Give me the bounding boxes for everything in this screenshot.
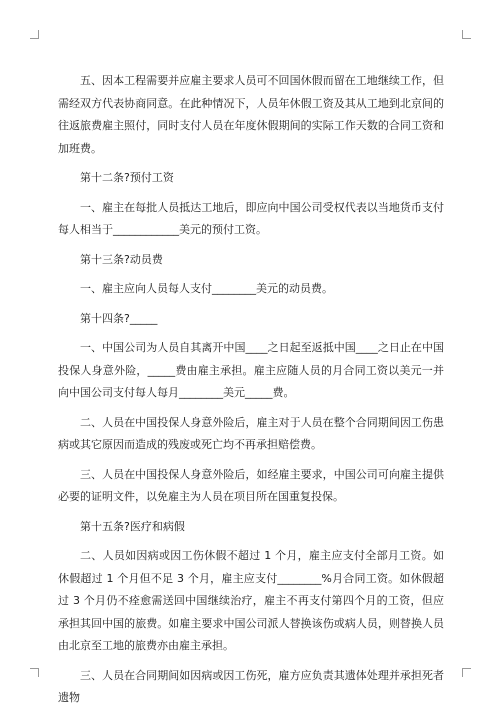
crop-mark-bottom-right bbox=[462, 668, 471, 677]
heading-article-14: 第十四条?_____ bbox=[80, 311, 158, 325]
document-body bbox=[58, 70, 444, 717]
paragraph-death: 三、人员在合同期间如因病或因工伤死，雇方应负责其遗体处理并承担死者遗物 bbox=[58, 668, 444, 704]
heading-article-12: 第十二条?预付工资 bbox=[80, 171, 174, 184]
paragraph-insurance-1: 一、中国公司为人员自其离开中国____之日起至返抵中国____之日止在中国投保人身意外险，_____费由雇主承担。雇主应随人员的月合同工资以美元一并向中国公司支付每人每月________美元_____费。 bbox=[58, 341, 444, 399]
paragraph-insurance-3: 三、人员在中国投保人身意外险后，如经雇主要求，中国公司可向雇主提供必要的证明文件，以免雇主为人员在项目所在国重复投保。 bbox=[58, 467, 444, 503]
paragraph-advance-wage: 一、雇主在每批人员抵达工地后，即应向中国公司受权代表以当地货币支付每人相当于____________美元的预付工资。 bbox=[58, 200, 444, 236]
paragraph-insurance-2: 二、人员在中国投保人身意外险后，雇主对于人员在整个合同期间因工伤患病或其它原因而造成的残废或死亡均不再承担赔偿费。 bbox=[58, 415, 444, 451]
paragraph-mobilization-fee: 一、雇主应向人员每人支付________美元的动员费。 bbox=[80, 282, 333, 295]
heading-article-13: 第十三条?动员费 bbox=[80, 252, 163, 266]
paragraph-5-rest-leave: 五、因本工程需要并应雇主要求人员可不回国休假而留在工地继续工作，但需经双方代表协商同意。在此种情况下，人员年休假工资及其从工地到北京间的往返旅费雇主照付，同时支付人员在年度休假期间的实际工作天数的合同工资和加班费。 bbox=[58, 74, 444, 155]
crop-mark-top-right bbox=[462, 30, 471, 39]
crop-mark-top-left bbox=[30, 30, 39, 39]
paragraph-sick-leave: 二、人员如因病或因工伤休假不超过 1 个月，雇主应支付全部月工资。如休假超过 1 个月但不足 3 个月，雇主应支付________%月合同工资。如休假超过 3 个月仍不痊愈需送回中国继续治疗，雇主不再支付第四个月的工资，但应承担其回中国的旅费。如雇主要求中国公司派人替换该伤或病人员，则替换人员由北京至工地的旅费亦由雇主承担。 bbox=[58, 549, 444, 652]
heading-article-15: 第十五条?医疗和病假 bbox=[80, 519, 185, 533]
crop-mark-bottom-left bbox=[30, 668, 39, 677]
